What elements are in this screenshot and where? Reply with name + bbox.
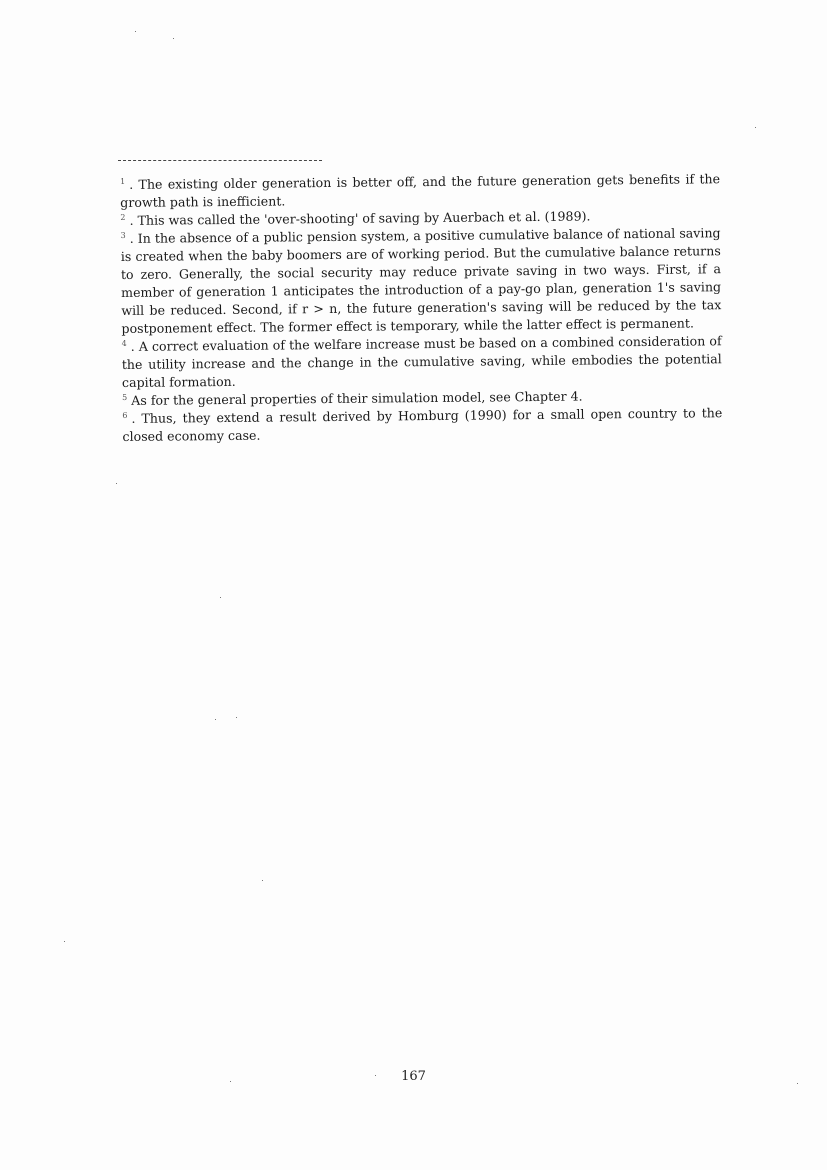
footnote-separator	[118, 160, 322, 161]
scan-speck	[262, 880, 263, 881]
footnote-text: As for the general properties of their simulation model, see Chapter 4.	[131, 388, 583, 408]
scan-speck	[755, 127, 756, 128]
footnote-marker: 6	[122, 410, 128, 420]
scan-speck	[375, 1075, 376, 1076]
scan-speck	[116, 483, 117, 484]
scan-speck	[135, 31, 136, 32]
footnote-text: . A correct evaluation of the welfare increase must be based on a combined consideration of the utility increase and the change in the cumulative saving, while embodies the potential capital formation.	[121, 333, 722, 390]
scan-speck	[797, 1083, 798, 1084]
scan-speck	[64, 941, 65, 942]
footnote-text: . This was called the 'over-shooting' of saving by Auerbach et al. (1989).	[129, 208, 591, 228]
scan-speck	[230, 1081, 231, 1082]
scan-speck	[173, 38, 174, 39]
footnote-text: . The existing older generation is better off, and the future generation gets benefits if the growth path is inefficient.	[120, 171, 721, 210]
footnote-1	[120, 170, 720, 212]
scan-speck	[215, 719, 216, 720]
footnote-marker: 4	[121, 338, 127, 348]
footnote-6	[122, 404, 722, 446]
footnote-3	[121, 224, 722, 338]
footnotes-block	[120, 170, 723, 446]
footnote-marker: 2	[120, 212, 126, 222]
footnote-marker: 3	[120, 230, 126, 240]
footnote-marker: 5	[122, 392, 128, 402]
footnote-marker: 1	[120, 176, 126, 186]
scan-speck	[236, 717, 237, 718]
footnote-text: . Thus, they extend a result derived by Homburg (1990) for a small open country to the closed economy case.	[122, 405, 723, 444]
scan-speck	[220, 597, 221, 598]
page-number: 167	[401, 1069, 426, 1084]
footnote-text: . In the absence of a public pension system, a positive cumulative balance of national saving is created when the baby boomers are of working period. But the cumulative balance returns to zero. Generally, the social security may reduce private saving in two ways. First, if a member of generation 1 anticipates the introduction of a pay-go plan, generation 1's saving will be reduced. Second, if r > n, the future generation's saving will be reduced by the tax postponement effect. The former effect is temporary, while the latter effect is permanent.	[120, 225, 722, 336]
footnote-4	[122, 332, 722, 392]
